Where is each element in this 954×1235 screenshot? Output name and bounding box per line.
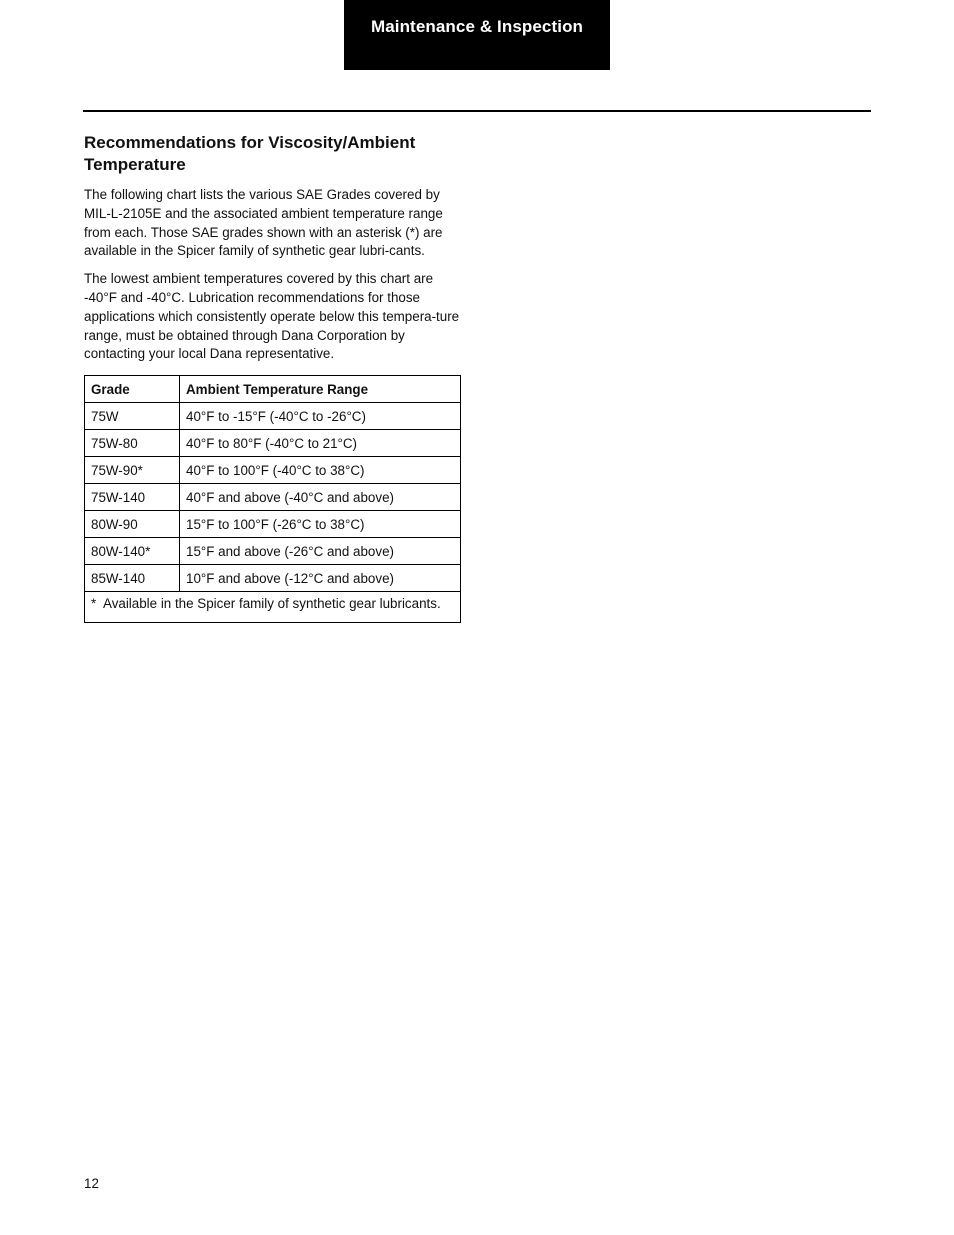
table-header-row [85, 376, 461, 403]
section-title-line1: Recommendations for Viscosity/Ambient [84, 133, 416, 152]
section-header-tab: Maintenance & Inspection [344, 0, 610, 70]
grade-cell: 85W-140 [85, 565, 180, 592]
main-content [84, 132, 462, 623]
range-cell: 40°F to -15°F (-40°C to -26°C) [180, 403, 461, 430]
table-row [85, 511, 461, 538]
grade-cell: 75W-80 [85, 430, 180, 457]
range-cell: 15°F and above (-26°C and above) [180, 538, 461, 565]
table-footnote [85, 592, 461, 623]
table-row [85, 403, 461, 430]
page-number: 12 [84, 1176, 99, 1191]
grade-cell: 75W-140 [85, 484, 180, 511]
footnote-text: Available in the Spicer family of synthetic gear lubricants. [103, 596, 441, 612]
range-cell: 40°F to 100°F (-40°C to 38°C) [180, 457, 461, 484]
grade-cell: 75W [85, 403, 180, 430]
section-title-line2: Temperature [84, 155, 186, 174]
table-row [85, 484, 461, 511]
range-cell: 40°F to 80°F (-40°C to 21°C) [180, 430, 461, 457]
table-footnote-row [85, 592, 461, 623]
range-cell: 40°F and above (-40°C and above) [180, 484, 461, 511]
grade-cell: 80W-140* [85, 538, 180, 565]
grade-cell: 75W-90* [85, 457, 180, 484]
intro-paragraph: The following chart lists the various SAE Grades covered by MIL-L-2105E and the associated ambient temperature range from each. Those SAE grades shown with an asterisk (*) are available in the Spicer family of synthetic gear lubri-cants. [84, 187, 443, 259]
viscosity-grade-table [84, 375, 461, 623]
temperature-limit-paragraph: The lowest ambient temperatures covered by this chart are -40°F and -40°C. Lubrication recommendations for those applications which consistently operate below this tempera-ture range, must be obtained through Dana Corporation by contacting your local Dana representative. [84, 271, 460, 362]
range-cell: 10°F and above (-12°C and above) [180, 565, 461, 592]
range-cell: 15°F to 100°F (-26°C to 38°C) [180, 511, 461, 538]
header-divider [83, 110, 871, 112]
column-header-grade: Grade [85, 376, 180, 403]
footnote-asterisk: * [91, 596, 97, 612]
grade-cell: 80W-90 [85, 511, 180, 538]
table-row [85, 457, 461, 484]
column-header-temperature-range: Ambient Temperature Range [180, 376, 461, 403]
table-row [85, 565, 461, 592]
table-row [85, 430, 461, 457]
section-title [84, 132, 462, 176]
table-row [85, 538, 461, 565]
